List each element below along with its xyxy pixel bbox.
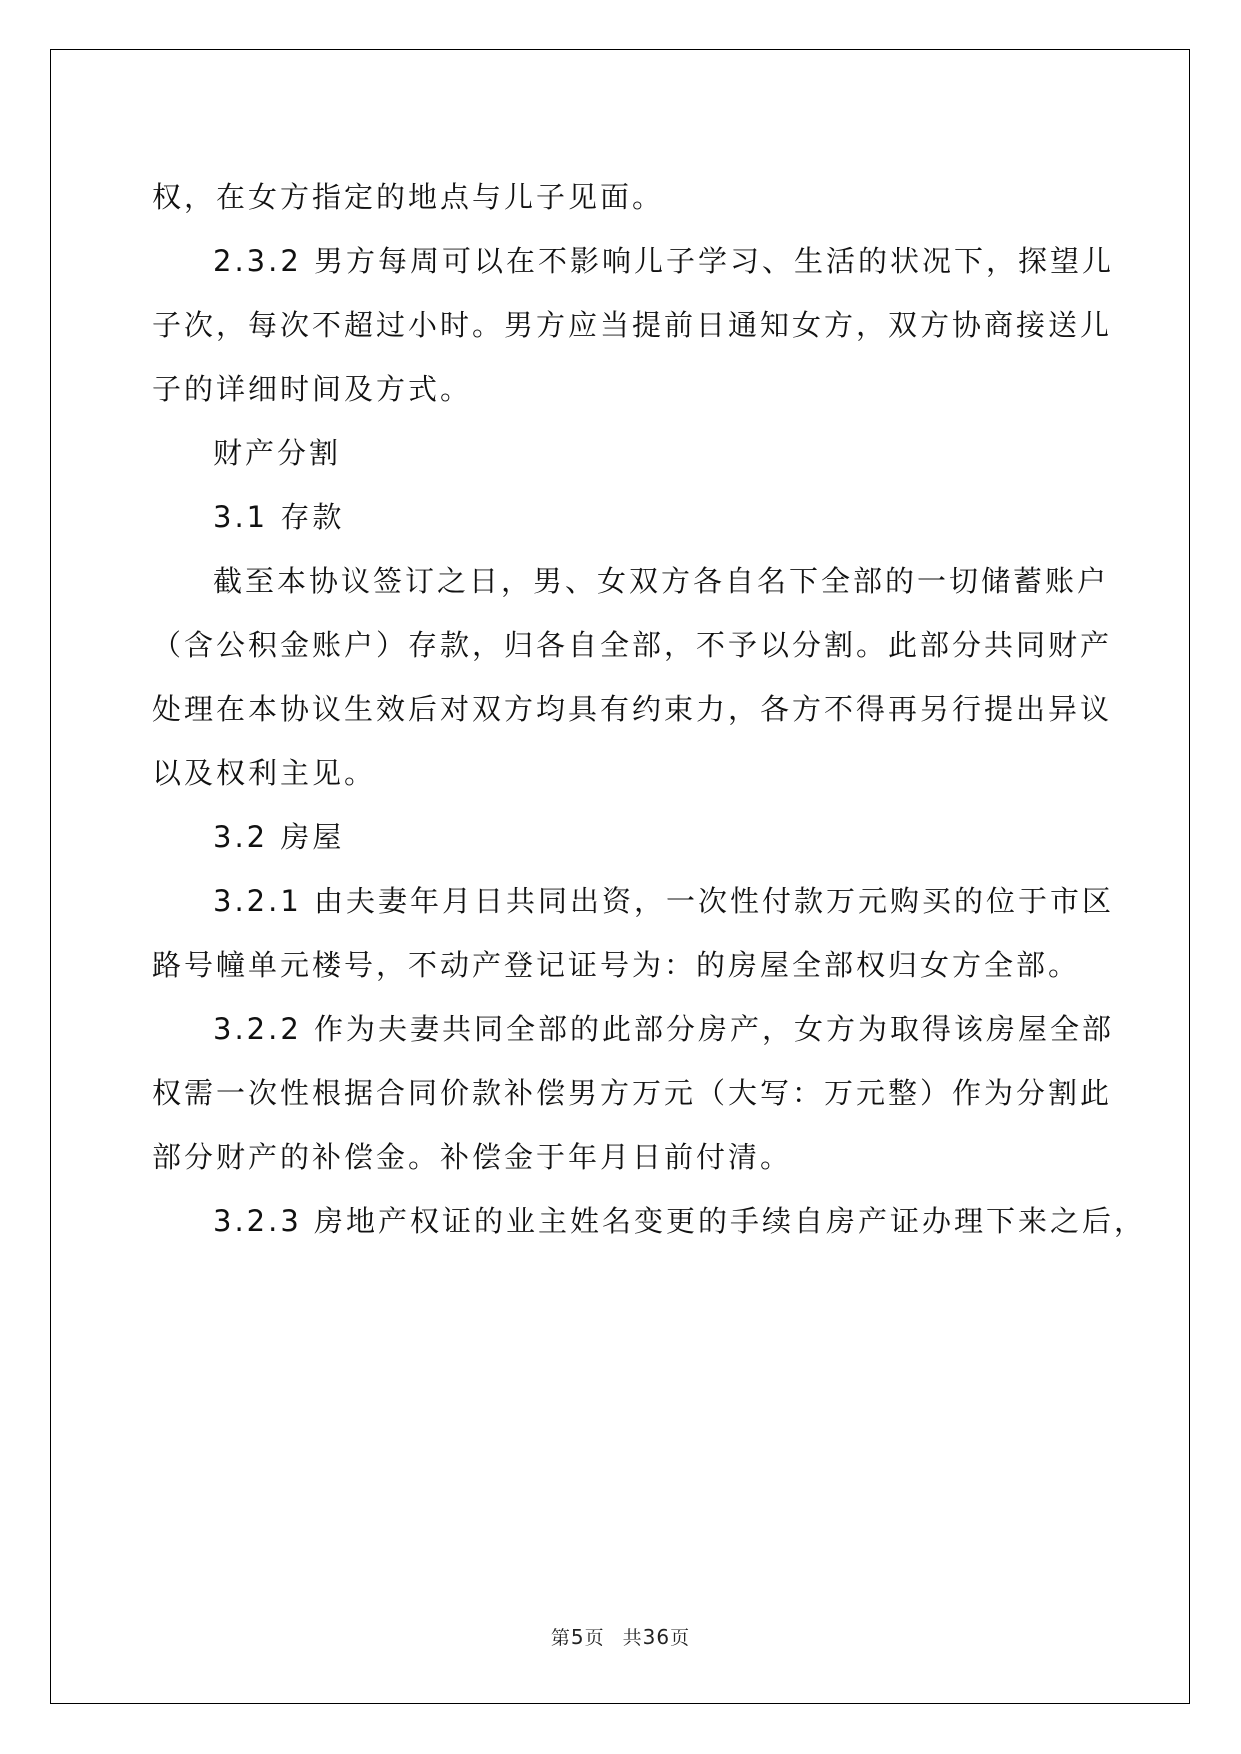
paragraph xyxy=(152,229,1115,421)
page-footer xyxy=(0,1623,1241,1650)
text-line: 3.2 房屋 xyxy=(213,820,345,854)
paragraph xyxy=(152,549,1113,805)
text-line: 截至本协议签订之日，男、女双方各自名下全部的一切储蓄账户 xyxy=(213,564,1110,598)
page-number: 5 xyxy=(570,1625,585,1649)
text-line: 子次，每次不超过小时。男方应当提前日通知女方，双方协商接送儿 xyxy=(152,308,1113,342)
subsection-heading xyxy=(152,805,1092,869)
text-line: 路号幢单元楼号，不动产登记证号为：的房屋全部权归女方全部。 xyxy=(152,948,1081,982)
text-line: 3.2.3 房地产权证的业主姓名变更的手续自房产证办理下来之后， xyxy=(213,1204,1147,1238)
subsection-heading xyxy=(152,485,1092,549)
text-line: 财产分割 xyxy=(213,436,342,470)
text-line: 以及权利主见。 xyxy=(152,756,377,790)
text-line: 部分财产的补偿金。补偿金于年月日前付清。 xyxy=(152,1140,793,1174)
total-label-suffix: 页 xyxy=(670,1627,691,1649)
text-line: 处理在本协议生效后对双方均具有约束力，各方不得再另行提出异议 xyxy=(152,692,1113,726)
page-label-suffix: 页 xyxy=(584,1627,605,1649)
total-label-prefix: 共 xyxy=(622,1627,643,1649)
text-line: 权需一次性根据合同价款补偿男方万元（大写：万元整）作为分割此 xyxy=(152,1076,1113,1110)
paragraph xyxy=(152,165,1092,229)
text-line: （含公积金账户）存款，归各自全部，不予以分割。此部分共同财产 xyxy=(152,628,1113,662)
text-line: 3.1 存款 xyxy=(213,500,345,534)
total-pages: 36 xyxy=(642,1625,671,1649)
text-line: 3.2.1 由夫妻年月日共同出资，一次性付款万元购买的位于市区 xyxy=(213,884,1115,918)
section-heading xyxy=(152,421,1092,485)
paragraph xyxy=(152,997,1115,1189)
page-label-prefix: 第 xyxy=(550,1627,571,1649)
text-line: 2.3.2 男方每周可以在不影响儿子学习、生活的状况下，探望儿 xyxy=(213,244,1115,278)
paragraph xyxy=(152,869,1115,997)
text-line: 权，在女方指定的地点与儿子见面。 xyxy=(152,180,665,214)
text-line: 3.2.2 作为夫妻共同全部的此部分房产，女方为取得该房屋全部 xyxy=(213,1012,1115,1046)
document-body xyxy=(152,165,1147,1253)
paragraph xyxy=(152,1189,1147,1253)
text-line: 子的详细时间及方式。 xyxy=(152,372,473,406)
